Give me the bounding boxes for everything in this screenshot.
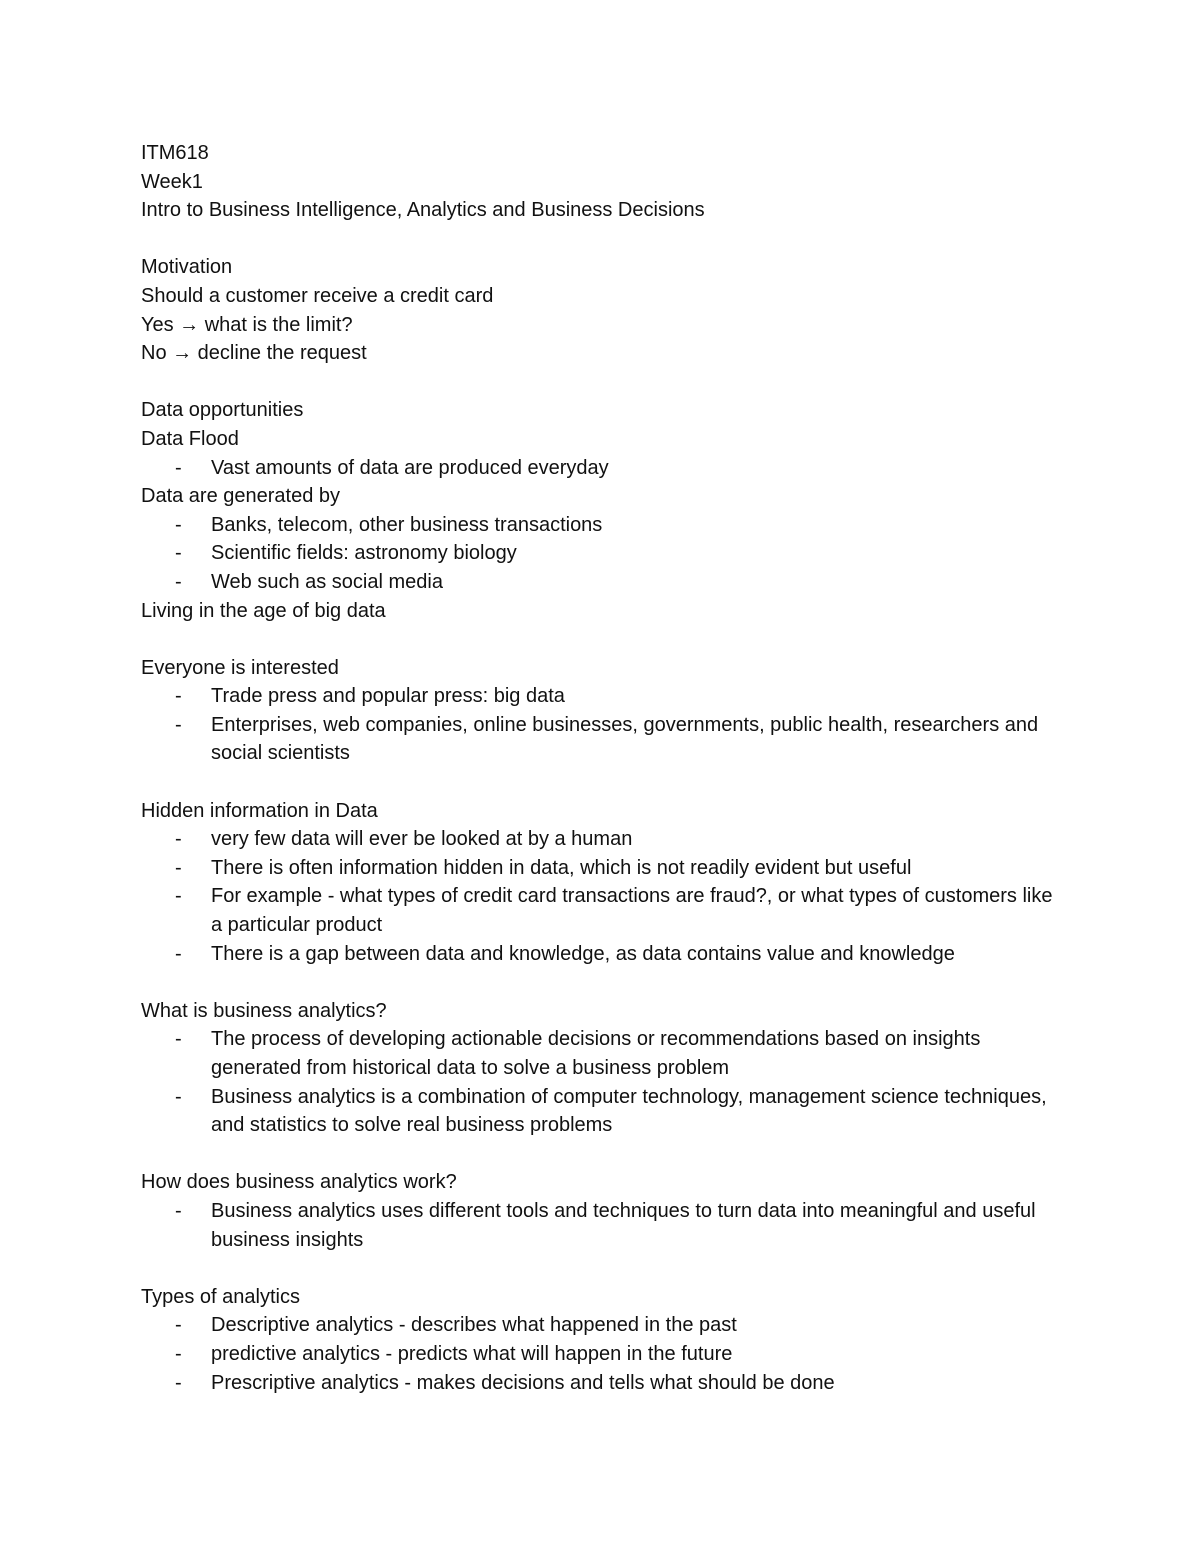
list-item-text: For example - what types of credit card transactions are fraud?, or what types of customers like a particular product — [211, 885, 1053, 937]
list-item-text: Prescriptive analytics - makes decisions and tells what should be done — [211, 1371, 835, 1394]
list-item-text: There is often information hidden in data, which is not readily evident but useful — [211, 856, 912, 879]
everyone-section — [141, 654, 1061, 768]
list-item-text: Scientific fields: astronomy biology — [211, 542, 517, 565]
bullet-dash: - — [175, 513, 182, 536]
list-item — [141, 940, 1061, 969]
list-item — [141, 1311, 1061, 1340]
data-generated-heading: Data are generated by — [141, 485, 341, 508]
list-item — [141, 854, 1061, 883]
course-code: ITM618 — [141, 142, 209, 164]
bullet-dash: - — [175, 942, 182, 965]
list-item-text: There is a gap between data and knowledge, as data contains value and knowledge — [211, 942, 955, 965]
how-works-heading: How does business analytics work? — [141, 1171, 457, 1194]
what-is-list — [141, 1025, 1061, 1139]
spacer — [141, 768, 1061, 797]
spacer — [141, 1140, 1061, 1169]
list-item-text: very few data will ever be looked at by a human — [211, 828, 633, 851]
list-item — [141, 711, 1061, 768]
bullet-dash: - — [175, 570, 182, 593]
bullet-dash: - — [175, 1371, 182, 1394]
data-flood-heading: Data Flood — [141, 427, 239, 450]
list-item — [141, 454, 1061, 483]
data-opportunities-section — [141, 396, 1061, 625]
data-flood-list — [141, 454, 1061, 483]
spacer — [141, 625, 1061, 654]
list-item-text: Business analytics uses different tools and techniques to turn data into meaningful and useful business insights — [211, 1199, 1036, 1251]
bullet-dash: - — [175, 828, 182, 851]
motivation-heading: Motivation — [141, 256, 233, 279]
how-works-section — [141, 1168, 1061, 1254]
motivation-yes: Yes → what is the limit? — [141, 313, 353, 336]
how-works-list — [141, 1197, 1061, 1254]
list-item — [141, 568, 1061, 597]
list-item-text: Enterprises, web companies, online businesses, governments, public health, researchers and social scientists — [211, 713, 1039, 765]
bullet-dash: - — [175, 1314, 182, 1337]
spacer — [141, 1254, 1061, 1283]
bullet-dash: - — [175, 713, 182, 736]
list-item-text: Descriptive analytics - describes what happened in the past — [211, 1314, 737, 1337]
hidden-section — [141, 797, 1061, 969]
data-opportunities-heading: Data opportunities — [141, 399, 304, 422]
types-section — [141, 1283, 1061, 1397]
spacer — [141, 968, 1061, 997]
list-item — [141, 511, 1061, 540]
list-item-text: The process of developing actionable decisions or recommendations based on insights generated from historical data to solve a business problem — [211, 1028, 981, 1079]
motivation-no: No → decline the request — [141, 342, 367, 365]
list-item — [141, 825, 1061, 854]
what-is-section — [141, 997, 1061, 1140]
motivation-question: Should a customer receive a credit card — [141, 284, 494, 307]
spacer — [141, 368, 1061, 397]
list-item-text: Vast amounts of data are produced everyday — [211, 456, 609, 479]
document-title: Intro to Business Intelligence, Analytics and Business Decisions — [141, 199, 705, 222]
list-item — [141, 1340, 1061, 1369]
everyone-list — [141, 682, 1061, 768]
hidden-heading: Hidden information in Data — [141, 799, 378, 822]
list-item-text: Trade press and popular press: big data — [211, 685, 565, 708]
list-item — [141, 1025, 1061, 1082]
bullet-dash: - — [175, 542, 182, 565]
hidden-list — [141, 825, 1061, 968]
week-label: Week1 — [141, 170, 203, 193]
document-page — [141, 139, 1061, 1397]
list-item-text: Web such as social media — [211, 570, 443, 593]
bullet-dash: - — [175, 456, 182, 479]
header-section — [141, 139, 1061, 225]
list-item-text: Business analytics is a combination of computer technology, management science techniques, and statistics to solve real business problems — [211, 1085, 1047, 1137]
bullet-dash: - — [175, 856, 182, 879]
list-item — [141, 539, 1061, 568]
what-is-heading: What is business analytics? — [141, 999, 387, 1022]
types-list — [141, 1311, 1061, 1397]
bullet-dash: - — [175, 1199, 182, 1222]
list-item — [141, 1369, 1061, 1398]
spacer — [141, 225, 1061, 254]
list-item-text: Banks, telecom, other business transactions — [211, 513, 603, 536]
motivation-section — [141, 253, 1061, 367]
list-item — [141, 1197, 1061, 1254]
bullet-dash: - — [175, 1342, 182, 1365]
list-item — [141, 1083, 1061, 1140]
list-item — [141, 882, 1061, 939]
data-generated-list — [141, 511, 1061, 597]
everyone-heading: Everyone is interested — [141, 656, 339, 679]
list-item — [141, 682, 1061, 711]
bullet-dash: - — [175, 885, 182, 908]
types-heading: Types of analytics — [141, 1285, 300, 1308]
list-item-text: predictive analytics - predicts what will happen in the future — [211, 1342, 733, 1365]
big-data-line: Living in the age of big data — [141, 599, 386, 622]
bullet-dash: - — [175, 1085, 182, 1108]
bullet-dash: - — [175, 685, 182, 708]
bullet-dash: - — [175, 1028, 182, 1051]
